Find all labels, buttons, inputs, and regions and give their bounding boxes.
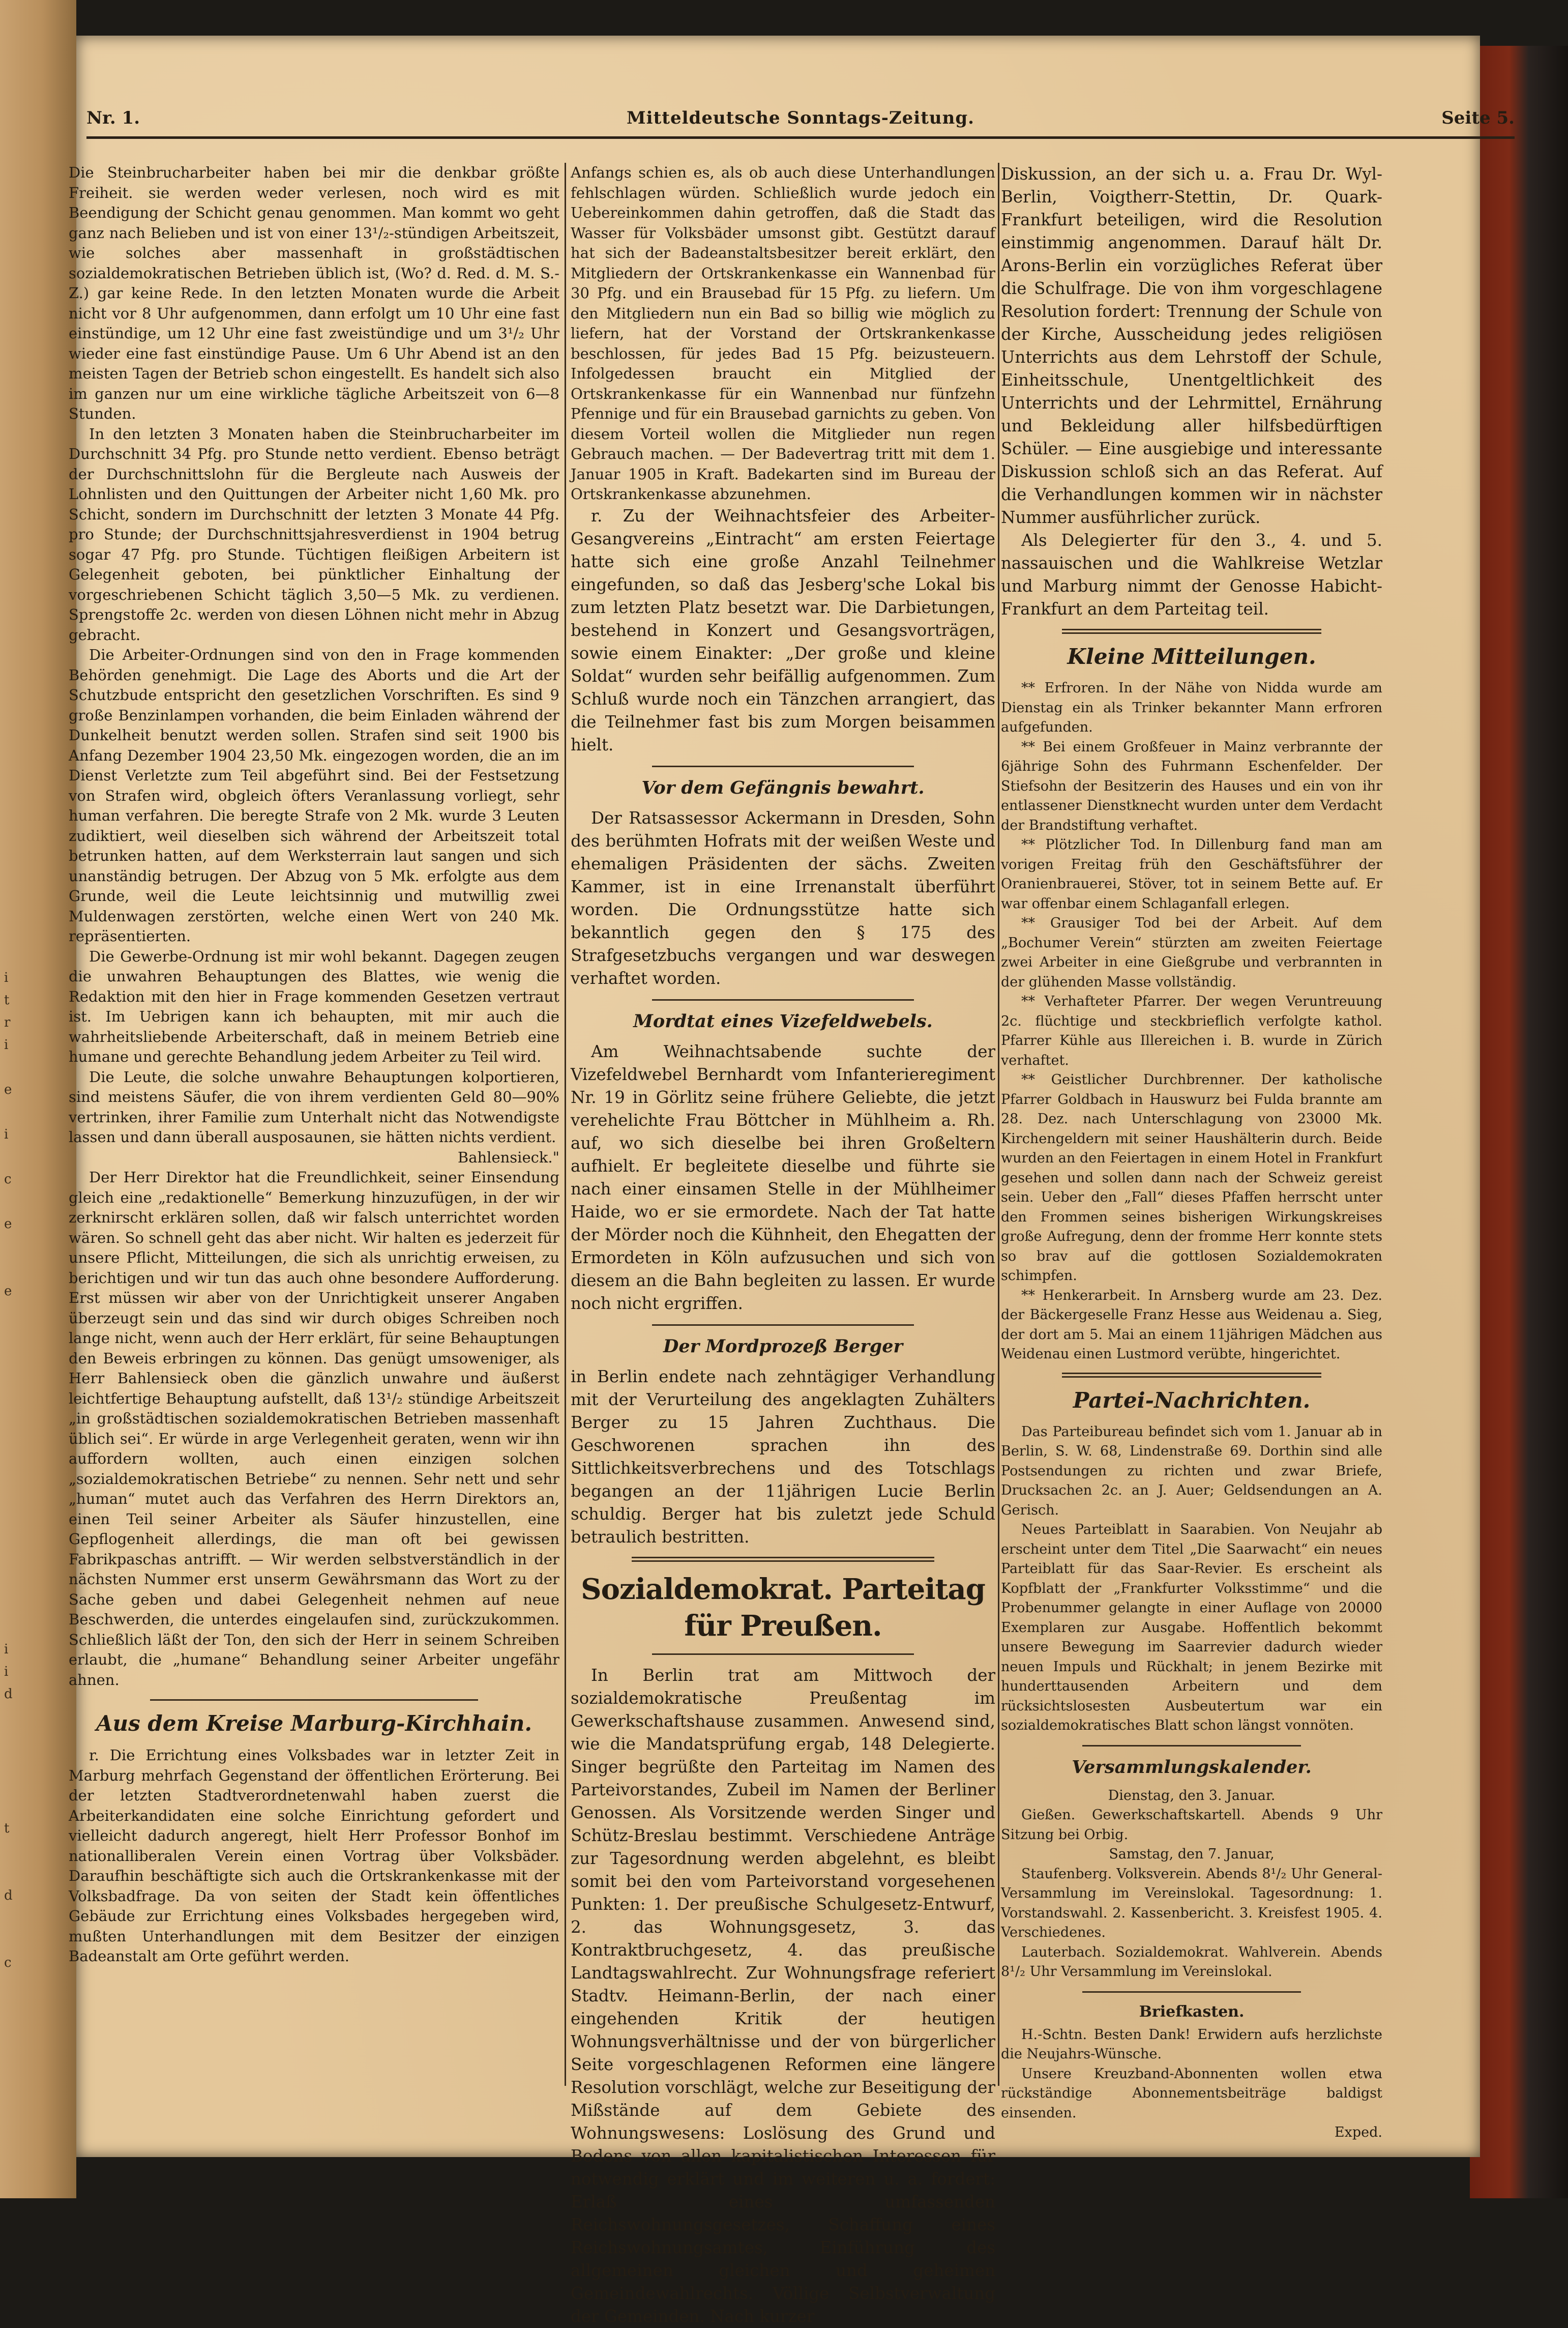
calendar-date: Samstag, den 7. Januar, (1109, 1846, 1275, 1862)
issue-number: Nr. 1. (86, 108, 140, 128)
section-divider (652, 999, 914, 1001)
section-heading-parteitag: Sozialdemokrat. Parteitag für Preußen. (581, 1572, 985, 1643)
article-paragraph: Diskussion, an der sich u. a. Frau Dr. Wyl-Berlin, Voigtherr-Stettin, Dr. Quark-Frankfurt beteiligen, wird die Resolution einstimmig angenommen. Darauf hält Dr. Arons-Berlin ein vorzügliches Referat über die Schulfrage. Die von ihm vorgeschlagene Resolution fordert: Trennung der Schule von der Kirche, Ausscheidung jedes religiösen Unterrichts aus dem Lehrstoff der Schule, Einheitsschule, Unentgeltlichkeit des Unterrichts und der Lehrmittel, Ernährung und Bekleidung aller hilfsbedürftigen Schüler. — Eine ausgiebige und interessante Diskussion schloß sich an das Referat. Auf die Verhandlungen kommen wir in nächster Nummer ausführlicher zurück. (1001, 164, 1382, 527)
section-divider (1062, 629, 1321, 634)
section-heading-versammlungskalender: Versammlungskalender. (1072, 1756, 1312, 1778)
section-divider (652, 766, 914, 767)
section-heading-partei-nachrichten: Partei-Nachrichten. (1073, 1387, 1311, 1413)
newspaper-title: Mitteldeutsche Sonntags-Zeitung. (627, 108, 974, 128)
section-divider (652, 1653, 914, 1655)
section-heading-kleine-mitteilungen: Kleine Mitteilungen. (1067, 644, 1316, 669)
section-divider (1082, 1745, 1301, 1747)
calendar-entry: Lauterbach. Sozialdemokrat. Wahlverein. Abends 8¹/₂ Uhr Versammlung im Vereinslokal. (1001, 1944, 1382, 1980)
article-paragraph: Als Delegierter für den 3., 4. und 5. nassauischen und die Wahlkreise Wetzlar und Marburg nimmt der Genosse Habicht-Frankfurt an dem Parteitag teil. (1001, 531, 1382, 619)
article-paragraph: Am Weihnachtsabende suchte der Vizefeldwebel Bernhardt vom Infanterieregiment Nr. 19 in Görlitz seine frühere Geliebte, die jetzt verehelichte Frau Böttcher in Mühlheim a. Rh. auf, wo sich dieselbe bei ihren Großeltern aufhielt. Er begleitete dieselbe und führte sie nach einer einsamen Stelle in der Mühlheimer Haide, wo er sie ermordete. Nach der Tat hatte der Mörder noch die Kühnheit, den Ehegatten der Ermordeten in Köln aufzusuchen und sich von diesem an die Bahn begleiten zu lassen. Er wurde noch nicht ergriffen. (571, 1041, 995, 1313)
binding-margin-text: i t r i e i c e e i i d t d c (4, 970, 13, 1970)
party-news-item: Neues Parteiblatt in Saarabien. Von Neujahr ab erscheint unter dem Titel „Die Saarwacht“ ein neues Parteiblatt für das Saar-Revier. Es erscheint als Kopfblatt der „Frankfurter Volksstimme“ und die Probenummer gelangte in einer Auflage von 20000 Exemplaren zur Ausgabe. Hoffentlich bekommt unsere Bewegung im Saarrevier dadurch wieder neuen Impuls und Rückhalt; in jenem Bezirke mit hunderttausenden Arbeitern und dem rücksichtslosesten Ausbeutertum war ein sozialdemokratisches Blatt schon längst vonnöten. (1001, 1522, 1382, 1733)
article-paragraph: Anfangs schien es, als ob auch diese Unterhandlungen fehlschlagen würden. Schließlich wurde jedoch ein Uebereinkommen dahin getroffen, daß die Stadt das Wasser für Volksbäder umsonst gibt. Gestützt darauf hat sich der Badeanstaltsbesitzer bereit erklärt, den Mitgliedern der Ortskrankenkasse ein Wannenbad für 30 Pfg. und ein Brausebad für 15 Pfg. zu liefern. Um den Mitgliedern nun ein Bad so billig wie möglich zu liefern, hat der Vorstand der Ortskrankenkasse beschlossen, für jedes Bad 15 Pfg. beizusteuern. Infolgedessen braucht ein Mitglied der Ortskrankenkasse für ein Wannenbad nur fünfzehn Pfennige und für ein Brausebad garnichts zu geben. Von diesem Vorteil wollen die Mitglieder nun regen Gebrauch machen. — Der Badevertrag tritt mit dem 1. Januar 1905 in Kraft. Badekarten sind im Bureau der Ortskrankenkasse abzunehmen. (571, 164, 995, 503)
party-news-item: Das Parteibureau befindet sich vom 1. Januar ab in Berlin, S. W. 68, Lindenstraße 69. Dorthin sind alle Postsendungen zu richten und zwar Briefe, Drucksachen 2c. an J. Auer; Geldsendungen an A. Gerisch. (1001, 1423, 1382, 1518)
column-1 (69, 163, 559, 2086)
article-paragraph: in Berlin endete nach zehntägiger Verhandlung mit der Verurteilung des angeklagten Zuhälters Berger zu 15 Jahren Zuchthaus. Die Geschworenen sprachen ihn des Sittlichkeitsverbrechens und des Totschlags begangen an der 11jährigen Lucie Berlin schuldig. Berger hat bis zuletzt jede Schuld betraulich bestritten. (571, 1366, 995, 1547)
calendar-entry: Staufenberg. Volksverein. Abends 8¹/₂ Uhr General-Versammlung im Vereinslokal. Tagesordnung: 1. Vorstandswahl. 2. Kassenbericht. 3. Kreisfest 1905. 4. Verschiedenes. (1001, 1866, 1382, 1940)
column-rule (565, 163, 566, 2086)
news-item: ** Grausiger Tod bei der Arbeit. Auf dem „Bochumer Verein“ stürzten am zweiten Feiertage zwei Arbeiter in eine Gießgrube und verbrannten in der glühenden Masse vollständig. (1001, 915, 1382, 990)
section-divider (652, 1324, 914, 1326)
news-item: ** Henkerarbeit. In Arnsberg wurde am 23. Dez. der Bäckergeselle Franz Hesse aus Weidenau a. Sieg, der dort am 5. Mai an einem 11jährigen Mädchen aus Weidenau einen Lustmord verübte, hingerichtet. (1001, 1287, 1382, 1362)
mailbox-signature: Exped. (1334, 2125, 1382, 2140)
column-3 (1001, 163, 1382, 2140)
calendar-date: Dienstag, den 3. Januar. (1108, 1787, 1276, 1803)
article-heading-mordtat: Mordtat eines Vizefeldwebels. (633, 1010, 933, 1032)
letter-signature: Bahlensieck." (457, 1148, 559, 1166)
article-paragraph: Die Gewerbe-Ordnung ist mir wohl bekannt. Dagegen zeugen die unwahren Behauptungen des Blattes, wie wenig die Redaktion mit den hier in Frage kommenden Gesetzen vertraut ist. Im Uebrigen kann ich behaupten, mit mir auch die wahrheitsliebende Arbeiterschaft, daß in meinem Betrieb eine humane und gerechte Behandlung jedem Arbeiter zu Teil wird. (69, 947, 559, 1065)
book-binding (0, 0, 76, 2198)
column-2 (571, 163, 995, 2326)
calendar-entry: Gießen. Gewerkschaftskartell. Abends 9 Uhr Sitzung bei Orbig. (1001, 1807, 1382, 1843)
section-divider (1082, 1991, 1301, 1993)
running-header (86, 101, 1515, 139)
article-paragraph: In Berlin trat am Mittwoch der sozialdemokratische Preußentag im Gewerkschaftshause zusammen. Anwesend sind, wie die Mandatsprüfung ergab, 148 Delegierte. Singer begrüßte den Parteitag im Namen des Parteivorstandes, Zubeil im Namen der Berliner Genossen. Als Vorsitzende werden Singer und Schütz-Breslau bestimmt. Verschiedene Anträge zur Tagesordnung werden abgelehnt, es bleibt somit bei den vom Parteivorstand vorgesehenen Punkten: 1. Der preußische Schulgesetz-Entwurf, 2. das Wohnungsgesetz, 3. das Kontraktbruchgesetz, 4. das preußische Landtagswahlrecht. Zur Wohnungsfrage referiert Stadtv. Heimann-Berlin, der nach einer eingehenden Kritik der heutigen Wohnungsverhältnisse und der von bürgerlicher Seite vorgeschlagenen Reformen eine längere Resolution vorschlägt, welche zur Beseitigung der Mißstände auf dem Gebiete des Wohnungswesens: Loslösung des Grund und Bodens von allen kapitalistischen Interessen für notwendig erklärt und im weiteren u. a. fordert: Erlaß eines umfassenden Reichswohnungsgesetzes, Schaffung eines Reichswohnungsamtes, Einführung des allgemeinen gleichen und geheimen Gemeindewahlrechts. Völlige Selbstverwaltung der Gemeinden. Nach kurzer (571, 1665, 995, 2326)
section-heading-kirchhain: Aus dem Kreise Marburg-Kirchhain. (96, 1711, 532, 1736)
article-heading-mordprozess: Der Mordprozeß Berger (663, 1335, 903, 1357)
page-number: Seite 5. (1441, 108, 1515, 128)
news-item: ** Erfroren. In der Nähe von Nidda wurde am Dienstag ein als Trinker bekannter Mann erfroren aufgefunden. (1001, 680, 1382, 735)
section-divider (150, 1699, 478, 1701)
section-divider (632, 1557, 934, 1562)
news-item: ** Verhafteter Pfarrer. Der wegen Veruntreuung 2c. flüchtige und steckbrieflich verfolgte kathol. Pfarrer Kühle aus Illereichen i. B. wurde in Zürich verhaftet. (1001, 994, 1382, 1068)
section-divider (1062, 1373, 1321, 1378)
article-paragraph: Der Herr Direktor hat die Freundlichkeit, seiner Einsendung gleich eine „redaktionelle“ Bemerkung hinzuzufügen, in der wir zerknirscht erklären sollen, daß wir falsch unterrichtet worden wären. So schnell geht das aber nicht. Wir halten es jederzeit für unsere Pflicht, Mitteilungen, die sich als unrichtig erweisen, zu berichtigen und wir tun das auch ohne besondere Aufforderung. Erst müssen wir aber von der Unrichtigkeit unserer Angaben überzeugt sein und das sind wir durch obiges Schreiben noch lange nicht, wenn auch der Herr erklärt, für seine Behauptungen den Beweis erbringen zu können. Das genügt umsoweniger, als Herr Bahlensieck oben die gänzlich unwahre und äußerst leichtfertige Behauptung aufstellt, daß 13¹/₂ stündige Arbeitszeit „in großstädtischen sozialdemokratischen Betrieben massenhaft üblich sei“. Er würde in arge Verlegenheit geraten, wenn wir ihn auffordern wollten, auch einen einzigen solchen „sozialdemokratischen Betriebe“ zu nennen. Sehr nett und sehr „human“ mutet auch das Verfahren des Herrn Direktors an, einen Teil seiner Arbeiter als Säufer hinzustellen, eine Gepflogenheit allerdings, die man oft bei gewissen Fabrikpaschas antrifft. — Wir werden selbstverständlich in der nächsten Nummer erst unserm Gewährsmann das Wort zu der Sache geben und dabei Gelegenheit nehmen auf neue Beschwerden, die unterdes eingelaufen sind, zurückzukommen. Schließlich läßt der Ton, den sich der Herr in seinem Schreiben erlaubt, die „humane“ Behandlung seiner Arbeiter ungefähr ahnen. (69, 1169, 559, 1689)
article-paragraph: In den letzten 3 Monaten haben die Steinbrucharbeiter im Durchschnitt 34 Pfg. pro Stunde netto verdient. Ebenso beträgt der Durchschnittslohn für die Bergleute nach Ausweis der Lohnlisten und den Quittungen der Arbeiter nicht 1,60 Mk. pro Schicht, sondern im Durchschnitt der letzten 3 Monate 44 Pfg. pro Stunde; der Durchschnittsjahresverdienst in 1904 betrug sogar 47 Pfg. pro Stunde. Tüchtigen fleißigen Arbeitern ist Gelegenheit geboten, bei pünktlicher Einhaltung der vorgeschriebenen Schicht täglich 3,50—5 Mk. zu verdienen. Sprengstoffe 2c. werden von diesen Löhnen nicht mehr in Abzug gebracht. (69, 425, 559, 644)
section-heading-briefkasten: Briefkasten. (1139, 2002, 1245, 2021)
article-paragraph: Der Ratsassessor Ackermann in Dresden, Sohn des berühmten Hofrats mit der weißen Weste und ehemaligen Präsidenten der sächs. Zweiten Kammer, ist in eine Irrenanstalt überführt worden. Die Ordnungsstütze hatte sich bekanntlich gegen den § 175 des Strafgesetzbuchs vergangen und war deswegen verhaftet worden. (571, 808, 995, 988)
article-paragraph: Die Steinbrucharbeiter haben bei mir die denkbar größte Freiheit. sie werden weder verlesen, noch wird es mit Beendigung der Schicht genau genommen. Man kommt wo geht ganz nach Belieben und ist von einer 13¹/₂-stündigen Arbeitszeit, wie solches aber massenhaft in großstädtischen sozialdemokratischen Betrieben üblich ist, (Wo? d. Red. d. M. S.-Z.) gar keine Rede. In den letzten Monaten wurde die Arbeit nicht vor 8 Uhr aufgenommen, dann erfolgt um 10 Uhr eine fast einstündige, um 12 Uhr eine fast zweistündige und um 3¹/₂ Uhr wieder eine fast einstündige Pause. Um 6 Uhr Abend ist an den meisten Tagen der Betrieb schon eingestellt. Es handelt sich also im ganzen nur um eine wirkliche tägliche Arbeitszeit von 6—8 Stunden. (69, 164, 559, 422)
article-heading-gefaengnis: Vor dem Gefängnis bewahrt. (641, 777, 925, 798)
mailbox-item: H.-Schtn. Besten Dank! Erwidern aufs herzlichste die Neujahrs-Wünsche. (1001, 2026, 1382, 2062)
news-item: ** Bei einem Großfeuer in Mainz verbrannte der 6jährige Sohn des Fuhrmann Eschenfelder. Der Stiefsohn der Besitzerin des Hauses und ein von ihr entlassener Dienstknecht wurden unter dem Verdacht der Brandstiftung verhaftet. (1001, 739, 1382, 833)
article-paragraph: Die Leute, die solche unwahre Behauptungen kolportieren, sind meistens Säufer, die von ihrem verdienten Geld 80—90% vertrinken, ihrer Familie zum Unterhalt nicht das Notwendigste lassen und dann überall ausposaunen, sie hätten nichts verdient. (69, 1068, 559, 1146)
article-paragraph: r. Die Errichtung eines Volksbades war in letzter Zeit in Marburg mehrfach Gegenstand der öffentlichen Erörterung. Bei der letzten Stadtverordnetenwahl haben zuerst die Arbeiterkandidaten eine solche Einrichtung gefordert und vielleicht dadurch angeregt, hielt Herr Professor Bonhof im nationalliberalen Verein einen Vortrag über Volksbäder. Daraufhin beschäftigte sich auch die Ortskrankenkasse mit der Volksbadfrage. Da von seiten der Stadt kein öffentliches Gebäude zur Errichtung eines Volksbades hergegeben wird, mußten Unterhandlungen mit dem Besitzer der einzigen Badeanstalt am Orte geführt werden. (69, 1747, 559, 1965)
article-paragraph: Die Arbeiter-Ordnungen sind von den in Frage kommenden Behörden genehmigt. Die Lage des Aborts und die Art der Schutzbude entspricht den gesetzlichen Vorschriften. Es sind 9 große Benzinlampen vorhanden, die beim Einladen während der Dunkelheit benutzt werden sollen. Strafen sind seit 1900 bis Anfang Dezember 1904 23,50 Mk. eingezogen worden, die an im Dienst Verletzte zum Teil abgeführt sind. Bei der Festsetzung von Strafen wird, obgleich öfters Veranlassung vorliegt, sehr human verfahren. Die beregte Strafe von 2 Mk. wurde 3 Leuten zudiktiert, weil dieselben sich während der Arbeitszeit total betrunken hatten, auf dem Werksterrain laut sangen und sich unanständig betrugen. Der Abzug von 5 Mk. erfolgte aus dem Grunde, weil die Leute leichtsinnig und mutwillig zwei Muldenwagen zerstörten, welche einen Wert von 240 Mk. repräsentierten. (69, 646, 559, 945)
book-cover-edge (1470, 46, 1568, 2198)
mailbox-item: Unsere Kreuzband-Abonnenten wollen etwa rückständige Abonnementsbeiträge baldigst einsenden. (1001, 2065, 1382, 2121)
column-rule (998, 163, 999, 2086)
news-item: ** Geistlicher Durchbrenner. Der katholische Pfarrer Goldbach in Hauswurz bei Fulda brannte am 28. Dez. nach Unterschlagung von 23000 Mk. Kirchengeldern mit seiner Haushälterin durch. Beide wurden an den Feiertagen in einem Hotel in Frankfurt gesehen und sollen dann nach der Schweiz gereist sein. Ueber den „Fall“ dieses Pfaffen herrscht unter den Frommen seines bisherigen Wirkungskreises große Aufregung, denn der fromme Herr konnte stets so brav auf die gottlosen Sozialdemokraten schimpfen. (1001, 1072, 1382, 1284)
article-paragraph: r. Zu der Weihnachtsfeier des Arbeiter-Gesangvereins „Eintracht“ am ersten Feiertage hatte sich eine große Anzahl Teilnehmer eingefunden, so daß das Jesberg'sche Lokal bis zum letzten Platz besetzt war. Die Darbietungen, bestehend in Konzert und Gesangsvorträgen, sowie einem Einakter: „Der große und kleine Soldat“ wurden sehr beifällig aufgenommen. Zum Schluß wurde noch ein Tänzchen arrangiert, das die Teilnehmer fast bis zum Morgen beisammen hielt. (571, 506, 995, 754)
news-item: ** Plötzlicher Tod. In Dillenburg fand man am vorigen Freitag früh den Geschäftsführer der Oranienbrauerei, Stöver, tot in seinem Bette auf. Er war offenbar einem Schlaganfall erlegen. (1001, 837, 1382, 912)
